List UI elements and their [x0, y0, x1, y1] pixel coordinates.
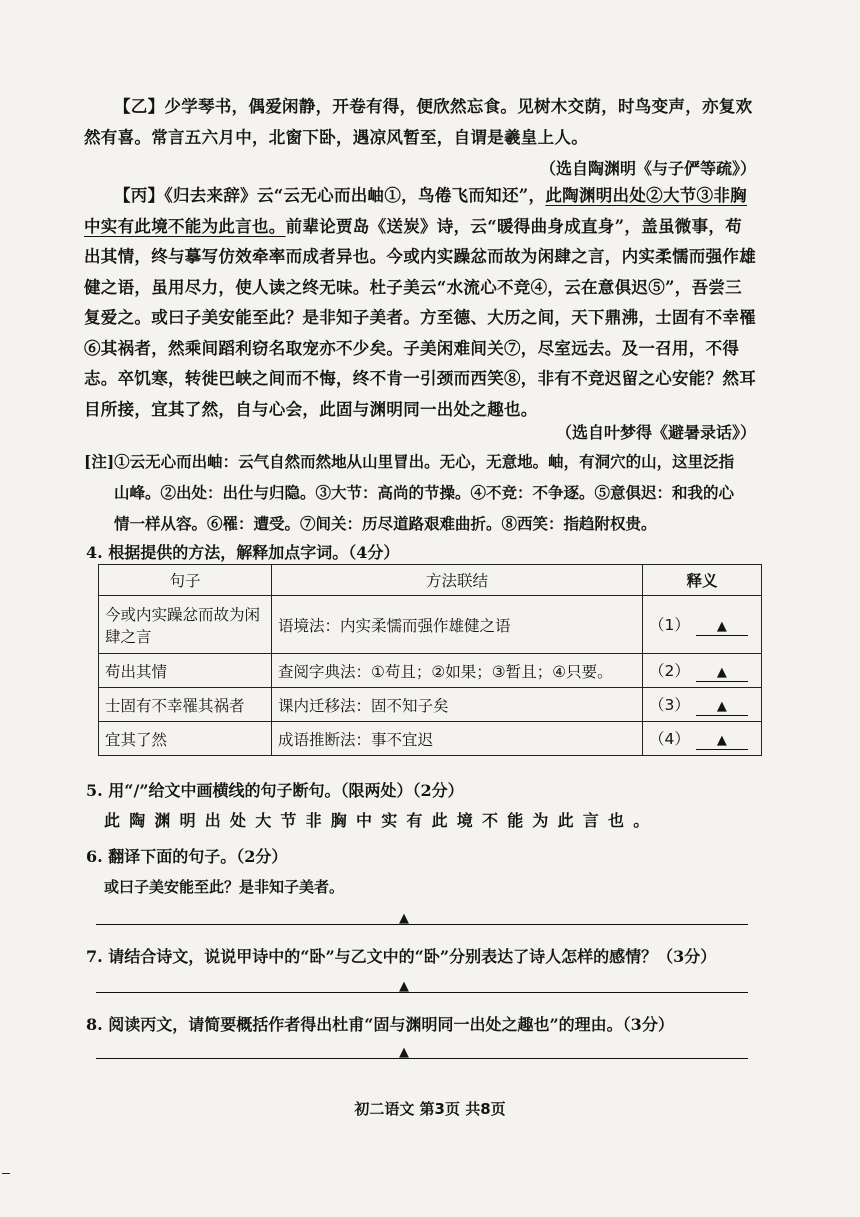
- annotations: [84, 446, 760, 539]
- table-row: [99, 688, 762, 722]
- row-sentence: 士固有不幸罹其祸者: [99, 688, 272, 722]
- row-sentence: 今或内实躁忿而故为闲肆之言: [99, 596, 272, 654]
- table-header-row: [99, 565, 762, 596]
- row-answer[interactable]: [643, 596, 762, 654]
- question-4-prompt: 4. 根据提供的方法，解释加点字词。（4分）: [86, 543, 400, 562]
- answer-blank[interactable]: ▲: [696, 665, 748, 682]
- passage-bing-rest: 前辈论贾岛《送炭》诗，云“暖得曲身成直身”，盖虽微事，苟出其情，终与摹写仿效牵率而成者异也。今或内实躁忿而故为闲肆之言，内实柔懦而强作雄健之语，虽用尽力，使人读之终无味。杜子美云“水流心不竞④，云在意俱迟⑤”，吾尝三复爱之。或曰子美安能至此？是非知子美者。方至德、大历之间，天下鼎沸，士固有不幸罹⑥其祸者，然乘间蹈利窃名取宠亦不少矣。子美闲难间关⑦，尽室远去。及一召用，不得志。卒饥寒，转徙巴峡之间而不悔，终不肯一引颈而西笑⑧，非有不竞迟留之心安能？然耳目所接，宜其了然，自与心会，此固与渊明同一出处之趣也。: [84, 216, 756, 419]
- header-meaning: 释义: [643, 565, 762, 596]
- row-answer[interactable]: [643, 654, 762, 688]
- header-method: 方法联结: [272, 565, 643, 596]
- passage-yi: 【乙】少学琴书，偶爱闲静，开卷有得，便欣然忘食。见树木交荫，时鸟变声，亦复欢然有喜。常言五六月中，北窗下卧，遇凉风暂至，自谓是羲皇上人。: [84, 97, 753, 147]
- underlined-sentence: 此陶渊明出处②大节③非胸中实有此境不能为此言也。: [84, 186, 747, 236]
- page-footer: 初二语文 第3页 共8页: [354, 1100, 506, 1118]
- row-method: 成语推断法：事不宜迟: [272, 722, 643, 756]
- answer-line-q7[interactable]: [96, 992, 748, 993]
- margin-mark: [2, 1173, 10, 1174]
- answer-number: （3）: [649, 696, 690, 714]
- answer-marker: ▲: [399, 911, 409, 926]
- question-5-sentence: 此陶渊明出处大节非胸中实有此境不能为此言也。: [104, 811, 659, 830]
- row-answer[interactable]: [643, 722, 762, 756]
- answer-marker: ▲: [399, 1045, 409, 1060]
- question-6-sentence: 或曰子美安能至此？是非知子美者。: [104, 878, 345, 896]
- row-method: 查阅字典法：①苟且；②如果；③暂且；④只要。: [272, 654, 643, 688]
- row-method: 课内迁移法：固不知子矣: [272, 688, 643, 722]
- answer-number: （2）: [649, 662, 690, 680]
- method-table: [98, 564, 762, 756]
- question-6-prompt: 6. 翻译下面的句子。（2分）: [86, 847, 288, 866]
- passage-bing-lead: 【丙】《归去来辞》云“云无心而出岫①，鸟倦飞而知还”，: [114, 186, 546, 205]
- answer-blank[interactable]: ▲: [696, 733, 748, 750]
- table-row: [99, 596, 762, 654]
- row-answer[interactable]: [643, 688, 762, 722]
- table-row: [99, 654, 762, 688]
- answer-line-q6[interactable]: [96, 924, 748, 925]
- row-method: 语境法：内实柔懦而强作雄健之语: [272, 596, 643, 654]
- passage-yi-source: （选自陶渊明《与子俨等疏》）: [539, 159, 756, 178]
- row-sentence: 苟出其情: [99, 654, 272, 688]
- question-8-prompt: 8. 阅读丙文，请简要概括作者得出杜甫“固与渊明同一出处之趣也”的理由。（3分）: [86, 1015, 674, 1034]
- note-line-3: 情一样从容。⑥罹：遭受。⑦间关：历尽道路艰难曲折。⑧西笑：指趋附权贵。: [114, 514, 657, 533]
- note-line-1: [注]①云无心而出岫：云气自然而然地从山里冒出。无心，无意地。岫，有洞穴的山，这里泛指: [84, 452, 735, 471]
- question-7-prompt: 7. 请结合诗文，说说甲诗中的“卧”与乙文中的“卧”分别表达了诗人怎样的感情？（3分）: [86, 947, 717, 966]
- answer-number: （1）: [649, 616, 690, 634]
- passage-bing: [84, 181, 756, 425]
- answer-number: （4）: [649, 730, 690, 748]
- table-row: [99, 722, 762, 756]
- answer-line-q8[interactable]: [96, 1058, 748, 1059]
- answer-blank[interactable]: ▲: [696, 619, 748, 636]
- question-5-prompt: 5. 用“/”给文中画横线的句子断句。（限两处）（2分）: [86, 781, 464, 800]
- row-sentence: 宜其了然: [99, 722, 272, 756]
- header-sentence: 句子: [99, 565, 272, 596]
- passage-bing-source: （选自叶梦得《避暑录话》）: [555, 423, 756, 442]
- answer-blank[interactable]: ▲: [696, 699, 748, 716]
- note-line-2: 山峰。②出处：出仕与归隐。③大节：高尚的节操。④不竞：不争逐。⑤意俱迟：和我的心: [114, 483, 735, 502]
- answer-marker: ▲: [399, 979, 409, 994]
